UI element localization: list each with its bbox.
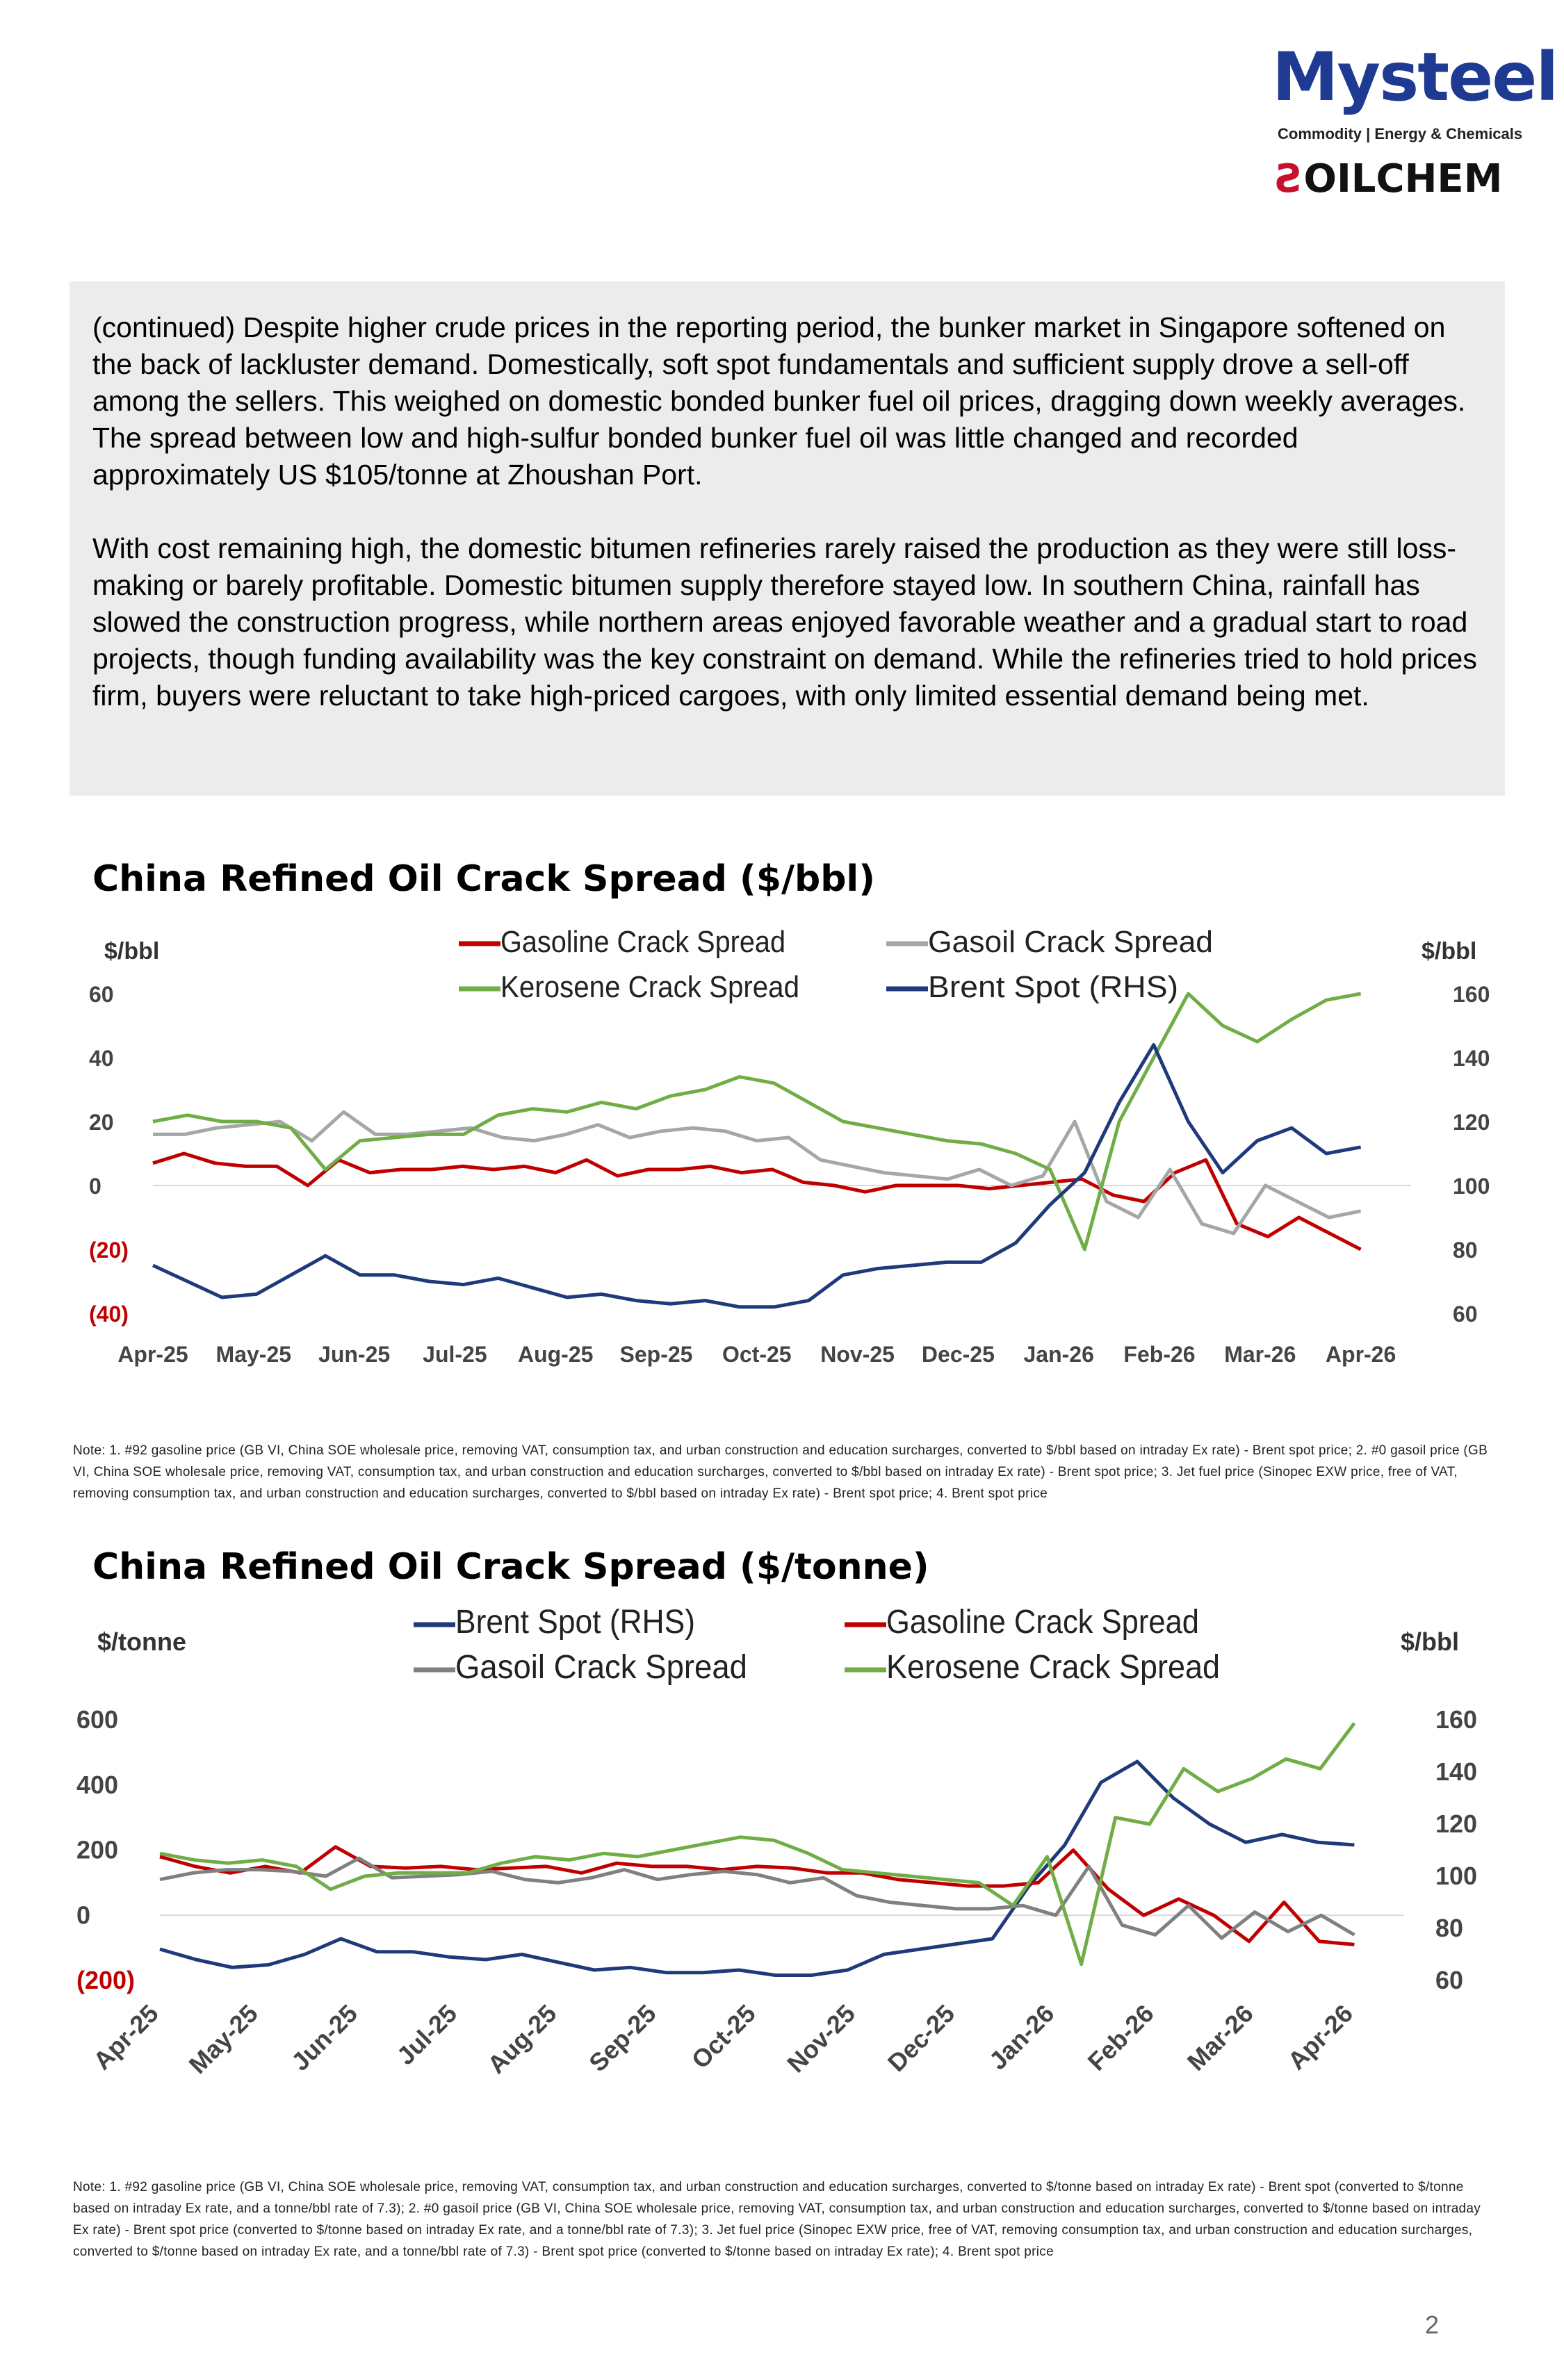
x-tick-label: Nov-25 xyxy=(781,1999,861,2078)
mysteel-logo: Mysteel xyxy=(1272,38,1558,116)
x-tick-label: Dec-25 xyxy=(921,1342,995,1367)
x-tick-label: Mar-26 xyxy=(1181,1999,1259,2076)
legend-label: Kerosene Crack Spread xyxy=(500,970,799,1004)
x-tick-label: Sep-25 xyxy=(583,1999,662,2078)
y2-tick-label: 60 xyxy=(1435,1966,1464,1994)
legend-label: Brent Spot (RHS) xyxy=(455,1605,695,1641)
x-tick-label: Mar-26 xyxy=(1224,1342,1296,1367)
y-tick-label: (200) xyxy=(76,1966,136,1994)
page-number: 2 xyxy=(1425,2311,1440,2339)
chart1-note: Note: 1. #92 gasoline price (GB VI, China SOE wholesale price, removing VAT, consumption tax, and urban construction and education surcharges, converted to $/bbl based on intraday Ex rate) - Brent spot price; 2. #0 gasoil price (GB VI, China SOE wholesale price, removing VAT, consumption tax, and urban construction and education surcharges, converted to $/bbl based on intraday Ex rate) - Brent spot price; 3. Jet fuel price (Sinopec EXW price, free of VAT, removing consumption tax, and urban construction and education surcharges, converted to $/bbl based on intraday Ex rate) - Brent spot price; 4. Brent spot price xyxy=(73,1443,1488,1501)
y2-tick-label: 160 xyxy=(1435,1705,1478,1734)
commentary-paragraph-2: With cost remaining high, the domestic bitumen refineries rarely raised the production as they were still loss-making or barely profitable. Domestic bitumen supply therefore stayed low. In southern China, rainfall has slowed the construction progress, while northern areas enjoyed favorable weather and a gradual start to road projects, though funding availability was the key constraint on demand. While the refineries tried to hold prices firm, buyers were reluctant to take high-priced cargoes, with only limited essential demand being met. xyxy=(92,532,1477,712)
oilchem-wordmark: OILCHEM xyxy=(1303,156,1503,202)
logo-tagline: Commodity | Energy & Chemicals xyxy=(1278,125,1523,142)
y-tick-label: 20 xyxy=(89,1110,114,1135)
x-tick-label: May-25 xyxy=(183,1999,263,2079)
x-tick-label: Jul-25 xyxy=(391,1999,463,2071)
legend-label: Gasoil Crack Spread xyxy=(928,925,1213,959)
chart2-title: China Refined Oil Crack Spread ($/tonne) xyxy=(92,1546,929,1588)
x-tick-label: Oct-25 xyxy=(685,1999,761,2074)
x-tick-label: Feb-26 xyxy=(1082,1999,1159,2076)
y-tick-label: (40) xyxy=(89,1302,129,1327)
oilchem-mark-icon: Ƨ xyxy=(1276,156,1304,202)
y-tick-label: 0 xyxy=(89,1174,101,1199)
series-line-brent-spot-rhs- xyxy=(153,1045,1361,1307)
commentary-paragraph-1: (continued) Despite higher crude prices in the reporting period, the bunker market in Singapore softened on the back of lackluster demand. Domestically, soft spot fundamentals and sufficient supply drove a sell-off among the sellers. This weighed on domestic bonded bunker fuel oil prices, dragging down weekly averages. The spread between low and high-sulfur bonded bunker fuel oil was little changed and recorded approximately US $105/tonne at Zhoushan Port. xyxy=(92,311,1466,491)
x-tick-label: Oct-25 xyxy=(722,1342,792,1367)
x-tick-label: Apr-26 xyxy=(1282,1999,1359,2076)
series-line-gasoil-crack-spread xyxy=(160,1858,1354,1938)
y-tick-label: 40 xyxy=(89,1046,114,1071)
series-line-gasoline-crack-spread xyxy=(153,1154,1361,1249)
series-line-gasoline-crack-spread xyxy=(160,1847,1354,1945)
legend-label: Brent Spot (RHS) xyxy=(928,970,1178,1004)
x-tick-label: Jun-25 xyxy=(286,1999,364,2076)
x-tick-label: Aug-25 xyxy=(517,1342,594,1367)
x-tick-label: Apr-25 xyxy=(117,1342,188,1367)
y-tick-label: 400 xyxy=(76,1770,119,1799)
x-tick-label: Jan-26 xyxy=(983,1999,1060,2076)
y2-tick-label: 80 xyxy=(1453,1238,1478,1263)
x-tick-label: Sep-25 xyxy=(619,1342,693,1367)
chart2-note: Note: 1. #92 gasoline price (GB VI, China SOE wholesale price, removing VAT, consumption tax, and urban construction and education surcharges, converted to $/tonne based on intraday Ex rate) - Brent spot (converted to $/tonne based on intraday Ex rate, and a tonne/bbl rate of 7.3); 2. #0 gasoil price (GB VI, China SOE wholesale price, removing VAT, consumption tax, and urban construction and education surcharges, converted to $/tonne based on intraday Ex rate) - Brent spot price (converted to $/tonne based on intraday Ex rate, and a tonne/bbl rate of 7.3); 3. Jet fuel price (Sinopec EXW price, free of VAT, removing consumption tax, and urban construction and education surcharges, converted to $/tonne based on intraday Ex rate, and a tonne/bbl rate of 7.3) - Brent spot price (converted to $/tonne based on intraday Ex rate); 4. Brent spot price xyxy=(73,2180,1481,2259)
y-axis-label: $/tonne xyxy=(97,1627,187,1656)
y-tick-label: (20) xyxy=(89,1238,129,1263)
x-tick-label: Jun-25 xyxy=(318,1342,391,1367)
x-tick-label: Apr-25 xyxy=(88,1999,164,2076)
y2-tick-label: 120 xyxy=(1435,1809,1478,1838)
chart1-title: China Refined Oil Crack Spread ($/bbl) xyxy=(92,858,876,900)
x-tick-label: Dec-25 xyxy=(881,1999,961,2078)
x-tick-label: Nov-25 xyxy=(820,1342,895,1367)
y2-tick-label: 140 xyxy=(1453,1046,1490,1071)
legend-label: Gasoline Crack Spread xyxy=(886,1605,1199,1641)
legend-label: Gasoline Crack Spread xyxy=(500,925,785,959)
x-tick-label: May-25 xyxy=(215,1342,292,1367)
x-tick-label: Jan-26 xyxy=(1023,1342,1094,1367)
legend-label: Gasoil Crack Spread xyxy=(455,1649,747,1686)
y-axis-label: $/bbl xyxy=(104,938,160,965)
chart2 xyxy=(70,1605,1505,2147)
y2-axis-label: $/bbl xyxy=(1422,938,1477,965)
series-line-kerosene-crack-spread xyxy=(160,1723,1354,1964)
y-tick-label: 60 xyxy=(89,982,114,1007)
y2-tick-label: 100 xyxy=(1453,1174,1490,1199)
y-tick-label: 200 xyxy=(76,1835,119,1864)
y2-tick-label: 60 xyxy=(1453,1302,1478,1327)
x-tick-label: Jul-25 xyxy=(423,1342,487,1367)
x-tick-label: Apr-26 xyxy=(1325,1342,1396,1367)
y2-tick-label: 140 xyxy=(1435,1757,1478,1786)
x-tick-label: Aug-25 xyxy=(482,1999,562,2079)
legend-label: Kerosene Crack Spread xyxy=(886,1649,1220,1686)
x-tick-label: Feb-26 xyxy=(1123,1342,1196,1367)
commentary-box xyxy=(70,281,1505,796)
y2-axis-label: $/bbl xyxy=(1401,1627,1460,1656)
y2-tick-label: 120 xyxy=(1453,1110,1490,1135)
y-tick-label: 0 xyxy=(76,1901,91,1930)
chart1 xyxy=(70,924,1505,1376)
y2-tick-label: 100 xyxy=(1435,1862,1478,1890)
y2-tick-label: 160 xyxy=(1453,982,1490,1007)
y2-tick-label: 80 xyxy=(1435,1914,1464,1942)
oilchem-logo xyxy=(1276,156,1502,202)
y-tick-label: 600 xyxy=(76,1705,119,1734)
